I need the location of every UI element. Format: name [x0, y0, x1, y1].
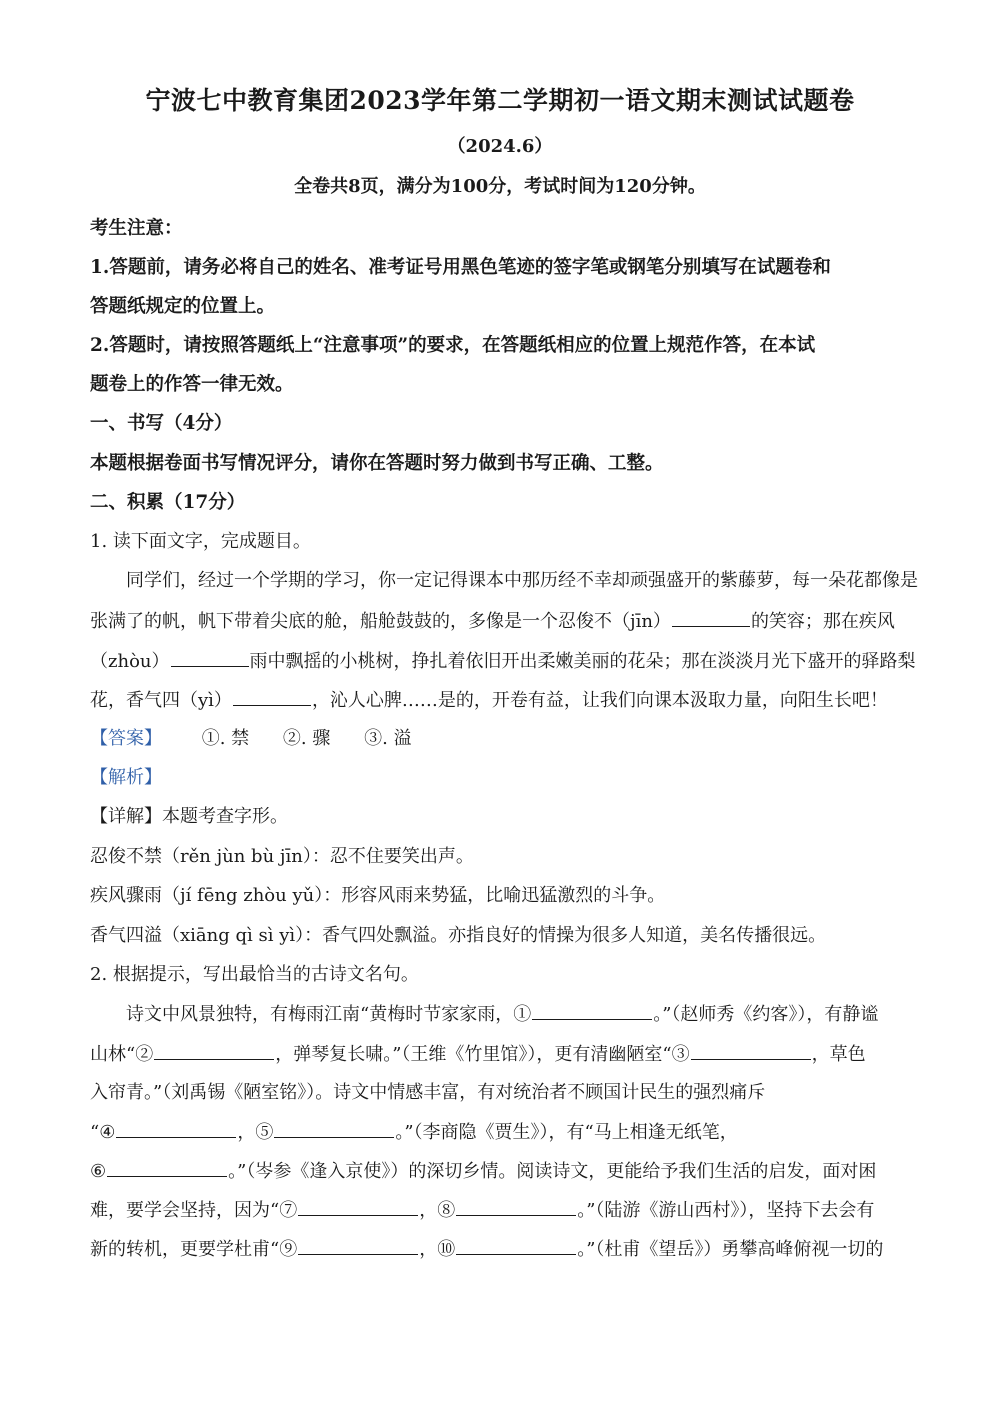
- poem-blank-10[interactable]: [456, 1236, 576, 1255]
- passage-text: 雨中飘摇的小桃树，挣扎着依旧开出柔嫩美丽的花朵；那在淡淡月光下盛开的驿路梨: [249, 651, 916, 672]
- passage-text: 花，香气四（yì）: [90, 690, 232, 711]
- notice-item-1-cont: 答题纸规定的位置上。: [90, 296, 276, 317]
- poem-blank-9[interactable]: [298, 1236, 418, 1255]
- q2-text: 山林“②: [90, 1044, 154, 1065]
- q2-text: 。”（岑参《逢入京使》）的深切乡情。阅读诗文，更能给予我们生活的启发，面对困: [228, 1161, 877, 1182]
- q1-passage-line: [90, 687, 888, 714]
- poem-blank-8[interactable]: [456, 1197, 576, 1216]
- q2-text: “④: [90, 1122, 116, 1143]
- q2-text: ，⑩: [419, 1239, 456, 1260]
- poem-blank-6[interactable]: [107, 1158, 227, 1177]
- answer-row: [90, 726, 440, 752]
- q1-passage-line: [90, 608, 895, 635]
- analysis-label: 【解析】: [90, 767, 162, 788]
- q2-text: 。”（李商隐《贾生》），有“马上相逢无纸笔，: [395, 1122, 738, 1143]
- answer-item: ③. 溢: [364, 728, 412, 749]
- q2-line: [90, 1041, 866, 1068]
- detail-text: 【详解】本题考查字形。: [90, 806, 288, 827]
- passage-text: （zhòu）: [90, 651, 170, 672]
- q2-text: ，⑧: [419, 1200, 456, 1221]
- q2-line: [126, 1001, 878, 1028]
- poem-blank-5[interactable]: [274, 1119, 394, 1138]
- answer-item: ②. 骤: [282, 728, 331, 749]
- q2-text: ⑥: [90, 1161, 107, 1182]
- page-title: 宁波七中教育集团2023学年第二学期初一语文期末测试试题卷: [145, 86, 855, 115]
- section1-text: 本题根据卷面书写情况评分，请你在答题时努力做到书写正确、工整。: [90, 453, 664, 474]
- notice-item-1: 1.答题前，请务必将自己的姓名、准考证号用黑色笔迹的签字笔或钢笔分别填写在试题卷和: [90, 257, 831, 278]
- answer-blank-2[interactable]: [171, 648, 249, 667]
- q1-stem: 1. 读下面文字，完成题目。: [90, 531, 311, 552]
- q2-text: ，弹琴复长啸。”（王维《竹里馆》），更有清幽陋室“③: [275, 1044, 690, 1065]
- explanation-line: 忍俊不禁（rěn jùn bù jīn）：忍不住要笑出声。: [90, 846, 474, 867]
- explanation-line: 香气四溢（xiāng qì sì yì）：香气四处飘溢。亦指良好的情操为很多人知道，美名传播很远。: [90, 925, 827, 946]
- section1-heading: 一、书写（4分）: [90, 413, 233, 434]
- poem-blank-7[interactable]: [298, 1197, 418, 1216]
- answer-blank-3[interactable]: [233, 687, 311, 706]
- q2-stem: 2. 根据提示，写出最恰当的古诗文名句。: [90, 964, 419, 985]
- q2-line: [90, 1119, 738, 1146]
- q2-line: 入帘青。”（刘禹锡《陋室铭》）。诗文中情感丰富，有对统治者不顾国计民生的强烈痛斥: [90, 1082, 766, 1103]
- poem-blank-3[interactable]: [691, 1041, 811, 1060]
- poem-blank-2[interactable]: [154, 1041, 274, 1060]
- q2-line: [90, 1236, 883, 1263]
- passage-text: 张满了的帆，帆下带着尖底的舱，船舱鼓鼓的，多像是一个忍俊不（jīn）: [90, 611, 671, 632]
- explanation-line: 疾风骤雨（jí fēng zhòu yǔ）：形容风雨来势猛，比喻迅猛激烈的斗争。: [90, 885, 666, 906]
- notice-item-2-cont: 题卷上的作答一律无效。: [90, 374, 294, 395]
- passage-text: ，沁人心脾……是的，开卷有益，让我们向课本汲取力量，向阳生长吧！: [311, 690, 888, 711]
- q2-line: [90, 1158, 876, 1185]
- q2-text: 难，要学会坚持，因为“⑦: [90, 1200, 298, 1221]
- exam-summary: 全卷共8页，满分为100分，考试时间为120分钟。: [294, 176, 706, 197]
- q1-passage-line: 同学们，经过一个学期的学习，你一定记得课本中那历经不幸却顽强盛开的紫藤萝，每一朵花都像是: [126, 570, 918, 591]
- passage-text: 的笑容；那在疾风: [750, 611, 895, 632]
- poem-blank-4[interactable]: [116, 1119, 236, 1138]
- q1-passage-line: [90, 648, 916, 675]
- exam-date: （2024.6）: [447, 136, 553, 157]
- q2-text: ，⑤: [237, 1122, 274, 1143]
- poem-blank-1[interactable]: [532, 1001, 652, 1020]
- q2-text: 诗文中风景独特，有梅雨江南“黄梅时节家家雨，①: [126, 1004, 532, 1025]
- q2-line: [90, 1197, 874, 1224]
- notice-heading: 考生注意：: [90, 218, 183, 239]
- answer-blank-1[interactable]: [672, 608, 750, 627]
- section2-heading: 二、积累（17分）: [90, 492, 246, 513]
- answer-item: ①. 禁: [201, 728, 250, 749]
- notice-item-2: 2.答题时，请按照答题纸上“注意事项”的要求，在答题纸相应的位置上规范作答，在本试: [90, 335, 816, 356]
- q2-text: 。”（赵师秀《约客》），有静谧: [653, 1004, 879, 1025]
- q2-text: 。”（陆游《游山西村》），坚持下去会有: [577, 1200, 875, 1221]
- q2-text: 新的转机，更要学杜甫“⑨: [90, 1239, 298, 1260]
- q2-text: 。”（杜甫《望岳》）勇攀高峰俯视一切的: [577, 1239, 884, 1260]
- q2-text: ，草色: [811, 1044, 866, 1065]
- answer-label: 【答案】: [90, 728, 162, 749]
